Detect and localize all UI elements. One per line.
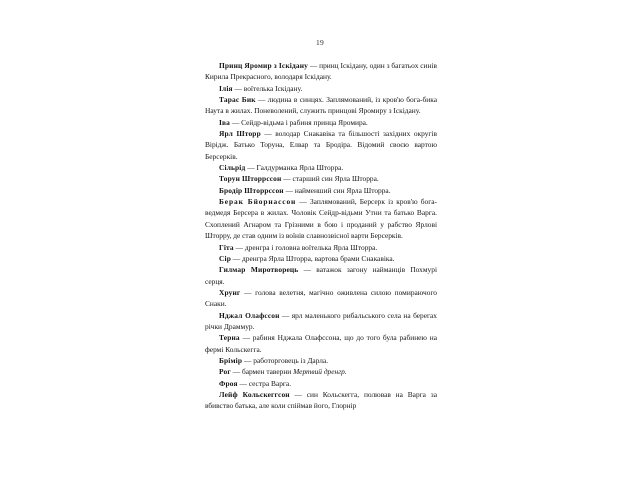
glossary-entry	[205, 60, 437, 83]
entry-description: старший син Ярла Шторра.	[292, 174, 379, 184]
entry-term: Сільрід	[219, 163, 246, 173]
entry-term: Терна	[219, 333, 240, 343]
entry-separator: —	[307, 61, 320, 70]
entry-description: ярл маленького рибальського села на берегах річки Драммур.	[205, 310, 437, 331]
glossary-entry	[205, 83, 437, 94]
glossary-entry	[205, 355, 437, 366]
glossary-entry	[205, 117, 437, 128]
glossary-entry	[205, 173, 437, 184]
entry-term: Гилмар Миротворець	[219, 265, 299, 275]
entry-separator: —	[232, 83, 244, 93]
entry-separator: —	[281, 174, 293, 184]
entry-separator: —	[260, 129, 276, 139]
glossary-entry	[205, 128, 437, 162]
entry-description: найменший син Ярла Шторра.	[294, 185, 391, 195]
tavern-name: Мертвий дренгр	[293, 367, 345, 377]
entry-separator: —	[296, 197, 310, 207]
entry-separator: —	[240, 287, 256, 297]
glossary-entry	[205, 332, 437, 355]
entry-term: Фроя	[219, 378, 238, 388]
entry-separator: —	[237, 378, 249, 388]
entry-description: Заплямований, Берсерк із кров'ю бога-ведмедя Берсера в жилах. Чоловік Сейдр-відьми Утни та батько Варга. Схоплений Агнаром та Грізними в бою і проданий у рабство Ярлові Шторру, де став одним із воїнів славнозвісної варти Берсерків.	[205, 197, 437, 241]
glossary-entry	[205, 378, 437, 389]
entry-term: Берак Бйорнассон	[219, 197, 297, 207]
entry-term: Хрунг	[219, 287, 241, 297]
glossary-entry	[205, 185, 437, 196]
entry-separator: —	[283, 185, 295, 195]
entry-term: Тарас Бик	[219, 95, 256, 105]
entry-term: Рог	[219, 367, 231, 377]
entry-description: Галдурманка Ярла Шторра.	[256, 163, 344, 173]
entry-separator: —	[239, 333, 253, 343]
entry-term: Ілія	[219, 83, 233, 93]
glossary-entry	[205, 162, 437, 173]
entry-description: работорговець із Дарла.	[253, 355, 329, 365]
entry-description: дренгра Ярла Шторра, вартова брами Снакавіка.	[242, 253, 395, 263]
entry-description: дренгра і головна воїтелька Ярла Шторра.	[244, 242, 378, 252]
entry-term: Ярл Шторр	[219, 129, 261, 139]
entry-term: Торун Шторрссон	[219, 174, 282, 184]
glossary-entry	[205, 310, 437, 333]
entry-description-before: бармен таверни	[241, 367, 294, 377]
entry-separator: —	[230, 367, 242, 377]
entry-term: Лейф Кольскеггсон	[219, 389, 290, 399]
glossary-entry	[205, 389, 437, 412]
entry-description: рабиня Нджала Олафссона, що до того була рабинею на фермі Кольскегга.	[205, 333, 437, 354]
page-number: 19	[316, 38, 324, 47]
glossary-text-block	[205, 60, 437, 412]
glossary-entry	[205, 253, 437, 264]
entry-separator: —	[230, 117, 242, 127]
entry-separator: —	[230, 253, 243, 263]
glossary-entry	[205, 242, 437, 253]
entry-term: Сір	[219, 253, 231, 263]
entry-description: ватажок загону найманців Похмурі серця.	[205, 265, 437, 286]
entry-description: принц Іскідану, один з багатьох синів Кирила Прекрасного, володаря Іскідану.	[205, 61, 437, 82]
entry-separator: —	[298, 265, 317, 275]
entry-term: Іва	[219, 117, 231, 127]
glossary-entry	[205, 264, 437, 287]
entry-description: Сейдр-відьма і рабиня принца Яромира.	[241, 117, 368, 127]
entry-description: голова велетня, магічно оживлена силою помираючого Снаки.	[205, 287, 437, 309]
entry-separator: —	[233, 242, 245, 252]
entry-description: людина в синцях. Заплямований, із кров'ю бога-бика Наута в жилах. Поневолений, служить принцові Яромиру з Іскідану.	[205, 95, 437, 116]
entry-term: Бродір Шторрссон	[219, 185, 284, 195]
entry-description-after: .	[344, 367, 347, 377]
glossary-entry	[205, 366, 437, 377]
entry-description: сестра Варга.	[248, 378, 292, 388]
entry-separator: —	[289, 389, 307, 399]
entry-description: воїтелька Іскідану.	[243, 83, 303, 93]
entry-description: син Кольскегга, полював на Варга за вбивство батька, але коли спіймав його, Глорнір	[205, 389, 437, 411]
entry-term: Нджал Олафссон	[219, 310, 280, 320]
entry-term: Принц Яромир з Іскідану	[219, 61, 308, 70]
entry-term: Гіта	[219, 242, 234, 252]
entry-separator: —	[279, 310, 292, 320]
glossary-entry	[205, 196, 437, 241]
entry-separator: —	[255, 95, 268, 105]
glossary-entry	[205, 94, 437, 117]
entry-description: володар Снакавіка та більшості західних округів Вірідж. Батько Торуна, Елвар та Бродіра. Відомий своєю вартою Берсерків.	[205, 129, 437, 161]
glossary-entry	[205, 287, 437, 310]
entry-separator: —	[242, 355, 254, 365]
entry-term: Брімір	[219, 355, 243, 365]
entry-separator: —	[245, 163, 257, 173]
